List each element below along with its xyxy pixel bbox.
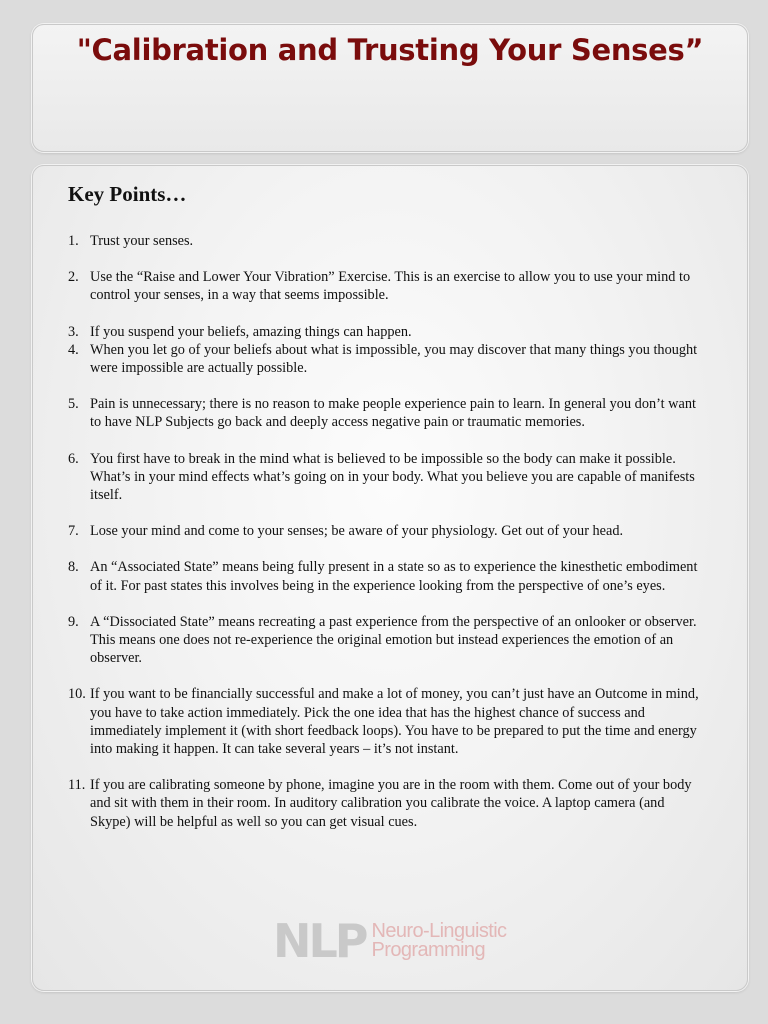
page-title: "Calibration and Trusting Your Senses” xyxy=(76,33,704,67)
list-text: An “Associated State” means being fully present in a state so as to experience the kinesthetic embodiment of it. For past states this involves being in the experience looking from the perspective of one’s eyes. xyxy=(90,559,698,594)
list-item xyxy=(68,685,708,758)
list-text: When you let go of your beliefs about what is impossible, you may discover that many things you thought were impossible are actually possible. xyxy=(90,341,698,377)
list-number: 8. xyxy=(68,559,79,576)
list-text: A “Dissociated State” means recreating a past experience from the perspective of an onlooker or observer. This means one does not re-experience the original emotion but instead experiences the emotion of an observer. xyxy=(90,613,697,667)
list-number: 1. xyxy=(68,233,79,249)
list-text: Lose your mind and come to your senses; be aware of your physiology. Get out of your head. xyxy=(90,523,624,540)
list-item xyxy=(68,268,708,304)
list-number: 6. xyxy=(68,450,79,467)
key-points-list xyxy=(68,232,708,849)
list-item xyxy=(68,613,708,668)
content-panel xyxy=(32,165,748,991)
list-text: You first have to break in the mind what is believed to be impossible so the body can make it possible. What’s in your mind effects what’s going on in your body. What you believe you are capable of manifests itself. xyxy=(90,450,695,504)
title-panel xyxy=(32,24,748,152)
list-number: 2. xyxy=(68,269,79,286)
list-item xyxy=(68,232,708,250)
nlp-logo-mark: NLP xyxy=(273,914,366,968)
list-number: 5. xyxy=(68,396,79,413)
list-number: 9. xyxy=(68,613,79,630)
nlp-logo-line2: Programming xyxy=(371,939,485,961)
list-item xyxy=(68,323,708,341)
list-text: Pain is unnecessary; there is no reason to make people experience pain to learn. In general you don’t want to have NLP Subjects go back and deeply access negative pain or traumatic memories. xyxy=(90,396,696,431)
list-number: 3. xyxy=(68,323,79,340)
list-item xyxy=(68,558,708,594)
list-text: Trust your senses. xyxy=(90,233,194,249)
list-item xyxy=(68,450,708,505)
list-item xyxy=(68,341,708,377)
list-text: Use the “Raise and Lower Your Vibration” Exercise. This is an exercise to allow you to use your mind to control your senses, in a way that seems impossible. xyxy=(90,269,691,304)
list-text: If you want to be financially successful and make a lot of money, you can’t just have an Outcome in mind, you have to take action immediately. Pick the one idea that has the highest chance of success and immediately implement it (with short feedback loops). You have to be prepared to put the time and energy into making it happen. It can take several years – it’s not instant. xyxy=(90,686,699,758)
key-points-heading: Key Points… xyxy=(68,182,187,206)
nlp-logo-line1: Neuro-Linguistic xyxy=(371,920,507,942)
list-item xyxy=(68,522,708,540)
list-item xyxy=(68,776,708,831)
list-number: 4. xyxy=(68,341,79,358)
nlp-logo-tagline xyxy=(372,922,507,960)
list-number: 11. xyxy=(68,777,86,794)
list-number: 10. xyxy=(68,686,86,703)
list-item xyxy=(68,395,708,431)
list-text: If you are calibrating someone by phone, imagine you are in the room with them. Come out of your body and sit with them in their room. In auditory calibration you calibrate the voice. A laptop camera (and Skype) will be helpful as well so you can get visual cues. xyxy=(90,777,692,830)
list-text: If you suspend your beliefs, amazing things can happen. xyxy=(90,323,412,340)
nlp-logo xyxy=(273,914,507,968)
list-number: 7. xyxy=(68,523,79,540)
